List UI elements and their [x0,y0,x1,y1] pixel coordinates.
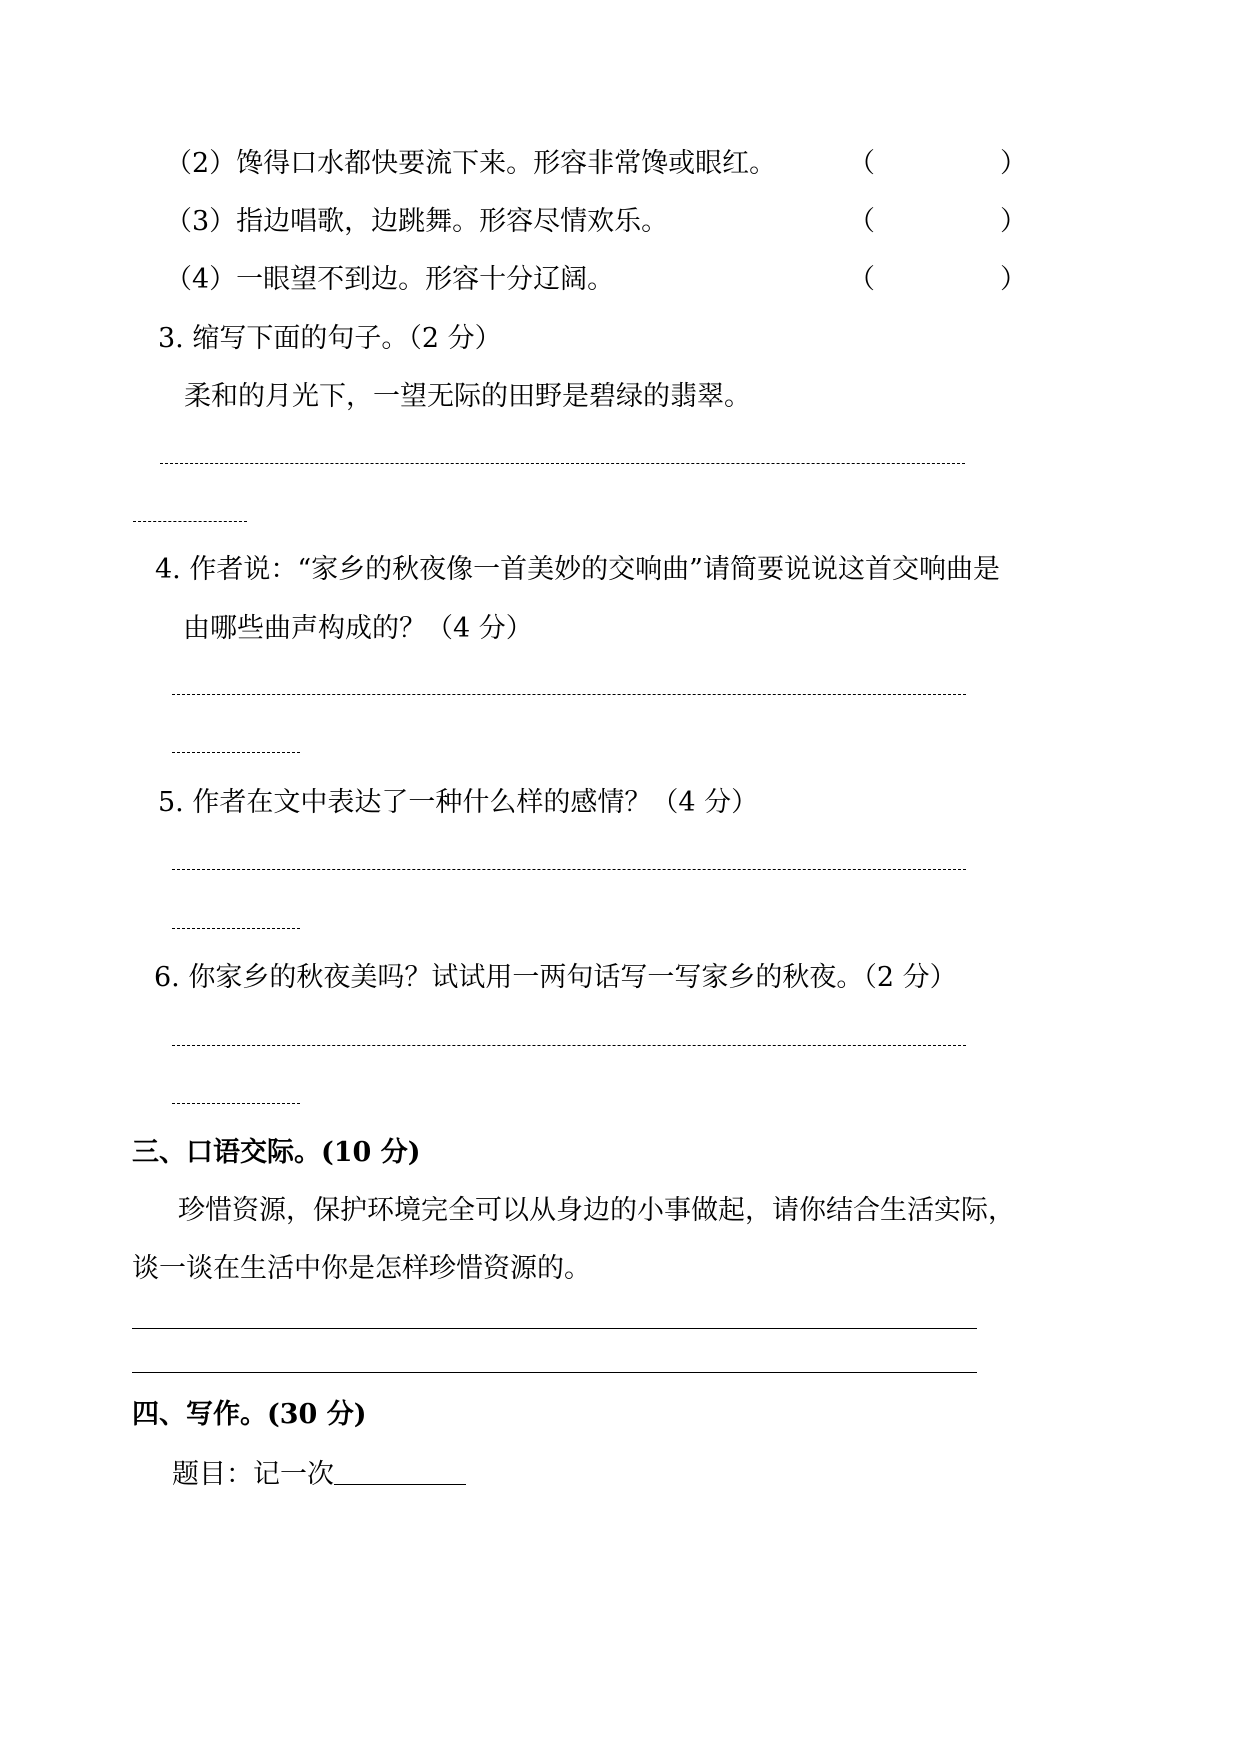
answer-line[interactable] [160,463,965,464]
answer-paren-open: （ [848,264,875,295]
topic-blank[interactable] [334,1458,466,1485]
section3-line2: 谈一谈在生活中你是怎样珍惜资源的。 [132,1253,591,1284]
section4-prompt [172,1458,466,1492]
section3-line1: 珍惜资源，保护环境完全可以从身边的小事做起，请你结合生活实际， [178,1195,1015,1226]
answer-paren-close: ） [1000,264,1027,295]
answer-line[interactable] [172,752,300,753]
answer-line[interactable] [172,869,966,870]
section4-heading: 四、写作。(30 分) [132,1399,367,1430]
answer-paren-close: ） [1000,148,1027,179]
answer-line[interactable] [132,1372,977,1373]
q4-line2: 由哪些曲声构成的？（4 分） [183,613,533,644]
q6-title: 6. 你家乡的秋夜美吗？试试用一两句话写一写家乡的秋夜。（2 分） [154,962,957,993]
answer-line[interactable] [172,694,966,695]
q4-line1: 4. 作者说：“家乡的秋夜像一首美妙的交响曲”请简要说说这首交响曲是 [155,554,1000,585]
q3-sentence: 柔和的月光下，一望无际的田野是碧绿的翡翠。 [184,381,751,412]
answer-paren-close: ） [1000,206,1027,237]
answer-line[interactable] [133,521,247,522]
answer-line[interactable] [132,1328,977,1329]
q2-item-3: （3）指边唱歌，边跳舞。形容尽情欢乐。 [165,206,669,237]
q2-item-2: （2）馋得口水都快要流下来。形容非常馋或眼红。 [165,148,777,179]
q5-title: 5. 作者在文中表达了一种什么样的感情？（4 分） [158,787,759,818]
section3-heading: 三、口语交际。(10 分) [132,1137,421,1168]
answer-line[interactable] [172,1045,966,1046]
writing-topic-label: 题目：记一次 [172,1459,334,1490]
answer-line[interactable] [172,928,300,929]
answer-paren-open: （ [848,206,875,237]
answer-paren-open: （ [848,148,875,179]
q2-item-4: （4）一眼望不到边。形容十分辽阔。 [165,264,615,295]
answer-line[interactable] [172,1103,300,1104]
q3-title: 3. 缩写下面的句子。（2 分） [158,323,502,354]
